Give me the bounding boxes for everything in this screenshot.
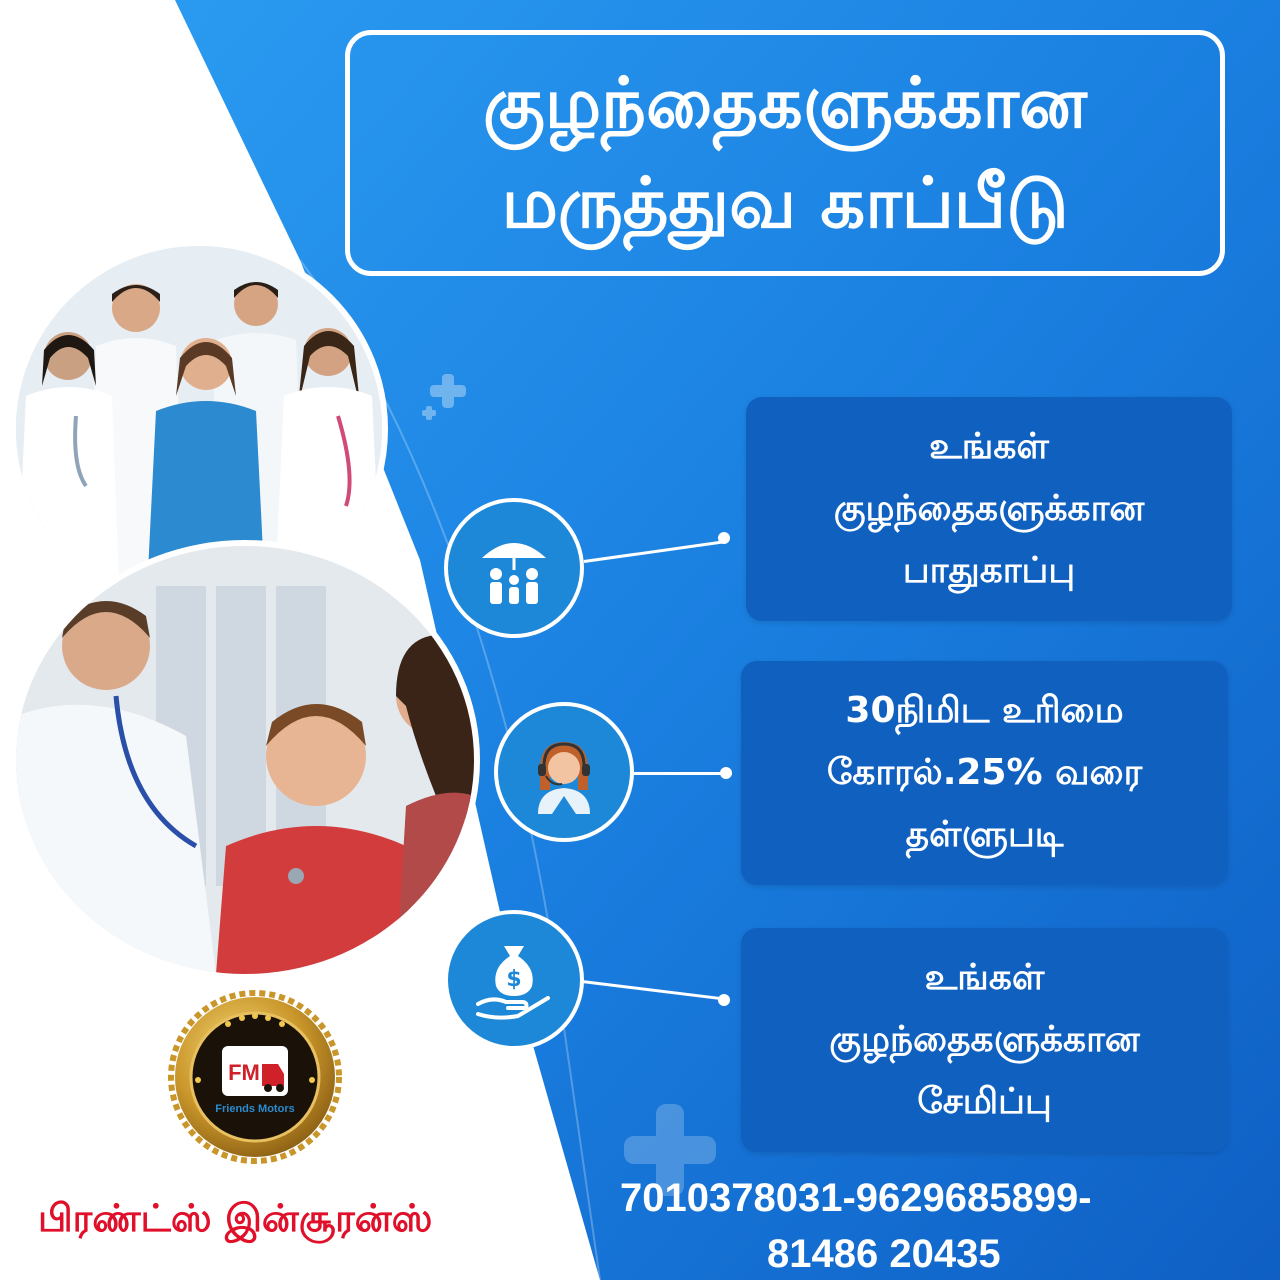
- connector-dot-1: [718, 532, 730, 544]
- brand-name: பிரண்ட்ஸ் இன்சூரன்ஸ்: [38, 1196, 433, 1240]
- feature-icon-circle-2: [494, 702, 634, 842]
- money-hand-icon: [472, 938, 556, 1022]
- phone-numbers-line-1[interactable]: 7010378031-9629685899-: [620, 1176, 1092, 1220]
- doctor-child-illustration: [16, 546, 474, 974]
- logo-name: Friends Motors: [215, 1103, 295, 1115]
- feature-2-line-2: கோரல்.25% வரை: [826, 752, 1143, 793]
- feature-3-line-1: உங்கள்: [924, 957, 1045, 998]
- logo-initials: FM: [228, 1060, 260, 1085]
- feature-3-line-2: குழந்தைகளுக்கான: [829, 1019, 1140, 1060]
- feature-1-line-3: பாதுகாப்பு: [902, 550, 1076, 591]
- feature-box-claim: [741, 661, 1228, 885]
- title-line-2: மருத்துவ காப்பீடு: [501, 162, 1069, 244]
- feature-icon-circle-3: [444, 910, 584, 1050]
- feature-box-protection: [746, 397, 1232, 621]
- connector-line-2: [632, 772, 732, 775]
- feature-icon-circle-1: [444, 498, 584, 638]
- decorative-plus-icon: [420, 368, 476, 424]
- umbrella-family-icon: [474, 528, 554, 608]
- doctor-child-photo: [10, 540, 480, 980]
- title-line-1: குழந்தைகளுக்கான: [483, 62, 1087, 144]
- title-banner: [345, 30, 1225, 276]
- friends-motors-logo: [168, 990, 342, 1164]
- feature-3-line-3: சேமிப்பு: [917, 1081, 1052, 1122]
- feature-2-line-1: 30நிமிட உரிமை: [845, 690, 1124, 731]
- connector-dot-3: [718, 994, 730, 1006]
- svg-text:$: $: [506, 967, 522, 992]
- phone-numbers-line-2[interactable]: 81486 20435: [767, 1232, 1001, 1276]
- feature-1-line-2: குழந்தைகளுக்கான: [833, 488, 1145, 529]
- connector-dot-2: [720, 767, 732, 779]
- support-agent-icon: [522, 730, 606, 814]
- feature-box-savings: [741, 928, 1228, 1152]
- feature-2-line-3: தள்ளுபடி: [905, 814, 1064, 855]
- feature-1-line-1: உங்கள்: [929, 426, 1049, 467]
